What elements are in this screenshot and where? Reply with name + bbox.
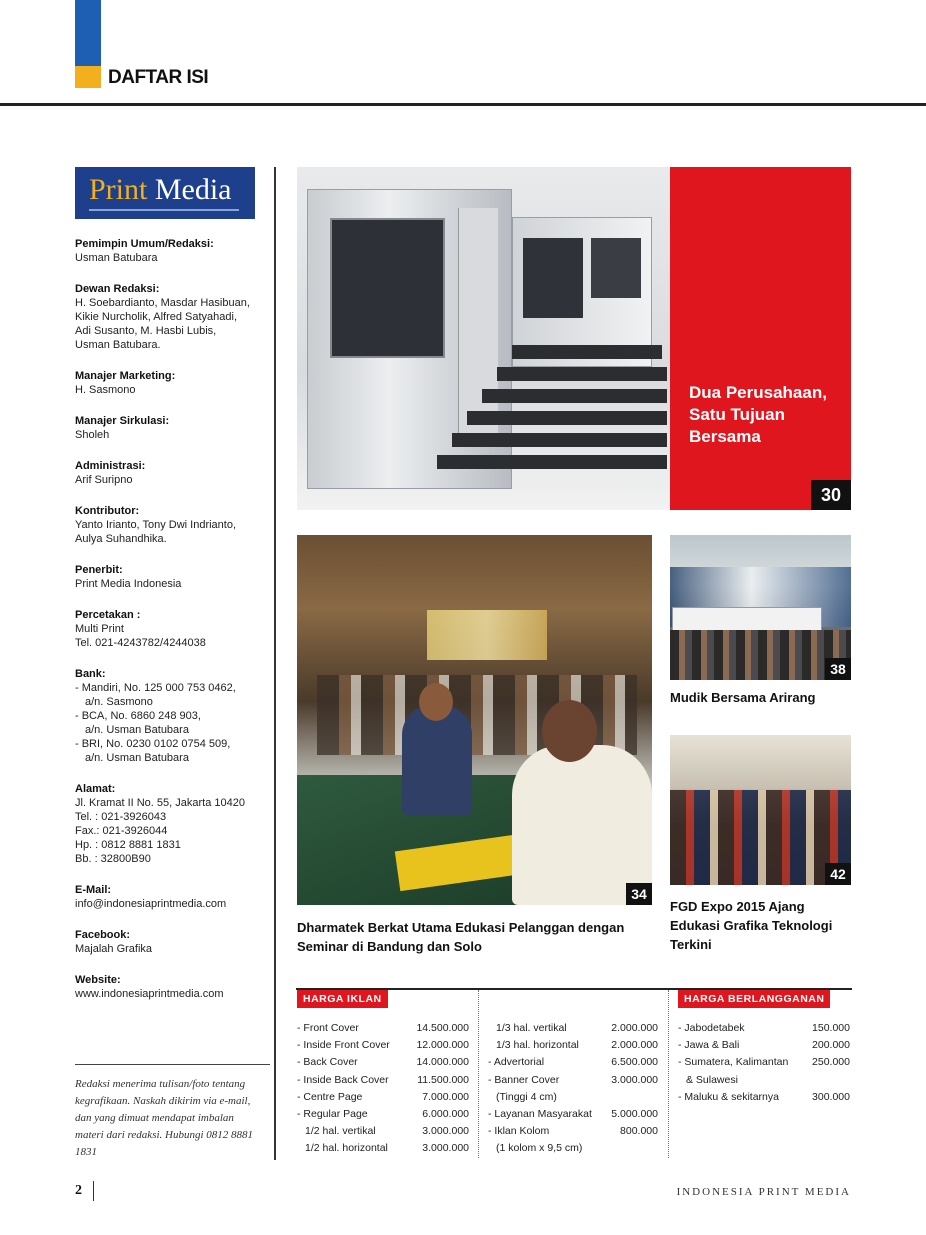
rate-row: - Advertorial 6.500.000 [488,1056,658,1069]
mudik-story-title[interactable]: Mudik Bersama Arirang [670,690,816,705]
fgd-photo[interactable] [670,735,851,885]
rates-divider [668,990,669,1158]
website-link: www.indonesiaprintmedia.com [75,988,224,1000]
rate-row: 1/2 hal. horizontal 3.000.000 [305,1142,469,1155]
header-rule [0,103,926,106]
rate-row: 1/3 hal. horizontal 2.000.000 [496,1039,658,1052]
rate-row: (1 kolom x 9,5 cm) [496,1142,583,1155]
email-section: E-Mail: info@indonesiaprintmedia.com [75,883,260,911]
harga-berlangganan-label: HARGA BERLANGGANAN [678,990,830,1008]
address-section: Alamat: Jl. Kramat II No. 55, Jakarta 10420 Tel. : 021-3926043 Fax.: 021-3926044 Hp. : 0812 8881 1831 Bb. : 32800B90 [75,783,245,865]
masthead-section: Manajer Sirkulasi: Sholeh [75,415,170,441]
page-number: 2 [75,1183,82,1198]
website-section: Website: www.indonesiaprintmedia.com [75,973,260,1001]
masthead-section: Manajer Marketing: H. Sasmono [75,370,176,396]
masthead-section: Penerbit: Print Media Indonesia [75,564,182,590]
masthead-section: Administrasi: Arif Suripno [75,460,146,486]
print-media-logo [75,167,255,219]
feature-photo-die-cutting-machine [297,167,670,510]
column-divider [274,167,276,1160]
seminar-story-title[interactable]: Dharmatek Berkat Utama Edukasi Pelanggan dengan Seminar di Bandung dan Solo [297,920,625,954]
publication-name: INDONESIA PRINT MEDIA [676,1186,851,1198]
harga-berlangganan-list [678,1020,850,1106]
masthead [75,237,260,1018]
feature-page-number: 30 [811,480,851,510]
harga-iklan-col2 [488,1020,658,1158]
facebook-section: Facebook: Majalah Grafika [75,929,153,955]
fgd-story-title[interactable]: FGD Expo 2015 Ajang Edukasi Grafika Teknologi Terkini [670,899,833,952]
rate-row: - Back Cover 14.000.000 [297,1056,469,1069]
rate-row: 1/2 hal. vertikal 3.000.000 [305,1125,469,1138]
rate-row: - Maluku & sekitarnya 300.000 [678,1090,850,1103]
left-column-rule [75,1064,270,1065]
masthead-section: Kontributor: Yanto Irianto, Tony Dwi Indrianto, Aulya Suhandhika. [75,505,237,545]
editorial-note: Redaksi menerima tulisan/foto tentang kegrafikaan. Naskah dikirim via e-mail, dan yang dimuat mendapat imbalan materi dari redaksi. Hubungi 0812 8881 1831 [75,1078,254,1158]
feature-story-title: Dua Perusahaan, Satu Tujuan Bersama [689,383,827,446]
mudik-page-number: 38 [825,658,851,680]
rate-row: - Jabodetabek 150.000 [678,1022,850,1034]
rate-row: - Jawa & Bali 200.000 [678,1039,850,1052]
email-link: info@indonesiaprintmedia.com [75,898,227,910]
footer-divider [93,1181,94,1201]
rate-row: - Sumatera, Kalimantan 250.000 [678,1056,850,1069]
feature-story-box[interactable] [670,167,851,510]
rate-row: - Centre Page 7.000.000 [297,1090,469,1103]
harga-iklan-col1 [297,1020,469,1158]
logo-wordmark: Print Media [89,173,232,206]
rate-row: - Front Cover 14.500.000 [297,1022,469,1034]
rate-row: - Layanan Masyarakat 5.000.000 [488,1108,658,1121]
masthead-section: Percetakan : Multi Print Tel. 021-4243782/4244038 [75,609,206,649]
rate-row: (Tinggi 4 cm) [496,1090,557,1103]
rate-row: & Sulawesi [686,1073,738,1086]
logo-subline [89,209,239,211]
harga-iklan-label: HARGA IKLAN [297,990,388,1008]
mudik-photo[interactable] [670,535,851,680]
masthead-section: Pemimpin Umum/Redaksi: Usman Batubara [75,238,214,264]
rate-row: - Banner Cover 3.000.000 [488,1073,658,1086]
rate-row: 1/3 hal. vertikal 2.000.000 [496,1022,658,1034]
fgd-page-number: 42 [825,863,851,885]
rate-row: - Inside Front Cover 12.000.000 [297,1039,469,1052]
masthead-section: Dewan Redaksi: H. Soebardianto, Masdar Hasibuan, Kikie Nurcholik, Alfred Satyahadi, Adi Susanto, M. Hasbi Lubis, Usman Batubara. [75,283,250,351]
rate-row: - Regular Page 6.000.000 [297,1108,469,1121]
rate-row: - Iklan Kolom 800.000 [488,1125,658,1138]
rates-divider [478,990,479,1158]
header-yellow-bar [75,66,101,88]
header-blue-bar [75,0,101,66]
seminar-photo[interactable] [297,535,652,905]
seminar-page-number: 34 [626,883,652,905]
bank-section: Bank: - Mandiri, No. 125 000 753 0462, a/n. Sasmono - BCA, No. 6860 248 903, a/n. Usman Batubara - BRI, No. 0230 0102 0754 509, a/n. Usman Batubara [75,668,236,764]
rate-row: - Inside Back Cover 11.500.000 [297,1073,469,1086]
page-title: DAFTAR ISI [108,67,209,88]
